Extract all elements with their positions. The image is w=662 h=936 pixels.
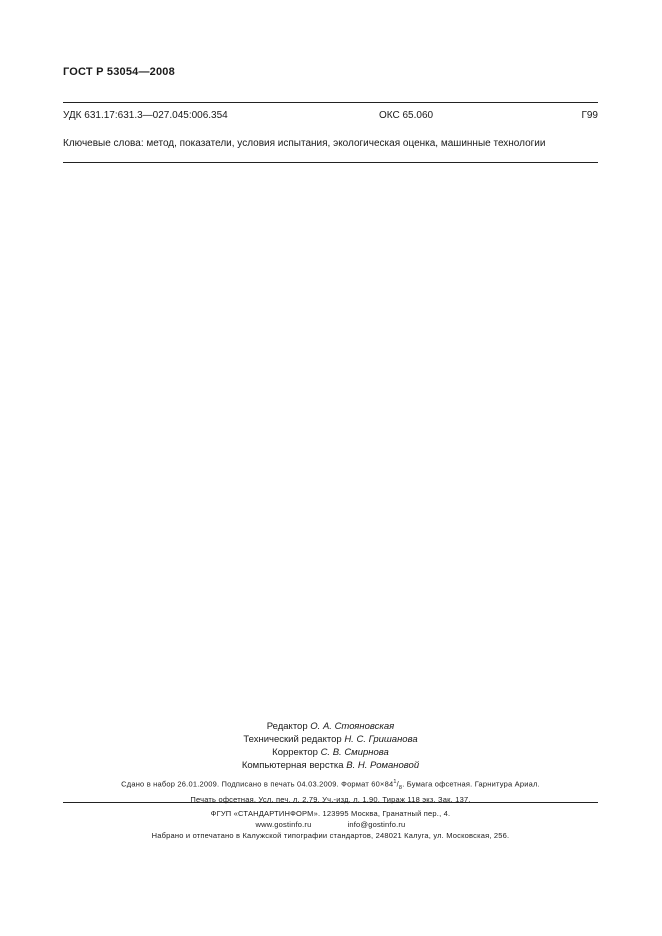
- bottom-divider: [63, 802, 598, 803]
- credits-block: [63, 720, 598, 772]
- credit-proofreader: [63, 746, 598, 759]
- print-info-line-2: Печать офсетная. Усл. печ. л. 2,79. Уч.-изд. л. 1,90. Тираж 118 экз. Зак. 137.: [190, 795, 471, 804]
- publisher-line-3: Набрано и отпечатано в Калужской типографии стандартов, 248021 Калуга, ул. Московская, 256.: [151, 831, 510, 840]
- credit-tech-editor: [63, 733, 598, 746]
- credit-editor: [63, 720, 598, 733]
- print-info-line-1: Сдано в набор 26.01.2009. Подписано в печать 04.03.2009. Формат $60\times 84^1/_8$. Бумага офсетная. Гарнитура Ариал.: [121, 779, 540, 791]
- oks-code: ОКС 65.060: [379, 110, 434, 121]
- credit-role: Корректор: [272, 747, 318, 758]
- keywords: Ключевые слова: метод, показатели, условия испытания, экологическая оценка, машинные технологии: [63, 138, 546, 149]
- format-sup: 1: [393, 779, 397, 785]
- print-info: [63, 777, 598, 805]
- udk-code: УДК 631.17:631.3—027.045:006.354: [63, 110, 228, 121]
- publisher-info: [63, 808, 598, 841]
- credit-role: Технический редактор: [243, 734, 342, 745]
- credit-person: Н. С. Гришанова: [344, 734, 418, 745]
- publisher-website: www.gostinfo.ru: [255, 820, 312, 829]
- top-divider: [63, 102, 598, 103]
- credit-layout: [63, 759, 598, 772]
- publisher-contacts: [63, 819, 598, 830]
- group-code: Г99: [581, 110, 598, 121]
- credit-person: О. А. Стояновская: [310, 721, 395, 732]
- credit-person: С. В. Смирнова: [320, 747, 389, 758]
- credit-role: Редактор: [266, 721, 308, 732]
- format-sub: 8: [398, 785, 403, 791]
- publisher-line-1: ФГУП «СТАНДАРТИНФОРМ». 123995 Москва, Гранатный пер., 4.: [210, 809, 451, 818]
- document-number: ГОСТ Р 53054—2008: [63, 66, 175, 78]
- credit-person: В. Н. Романовой: [346, 760, 420, 771]
- credit-role: Компьютерная верстка: [241, 760, 344, 771]
- publisher-email: info@gostinfo.ru: [347, 820, 406, 829]
- keywords-divider: [63, 162, 598, 163]
